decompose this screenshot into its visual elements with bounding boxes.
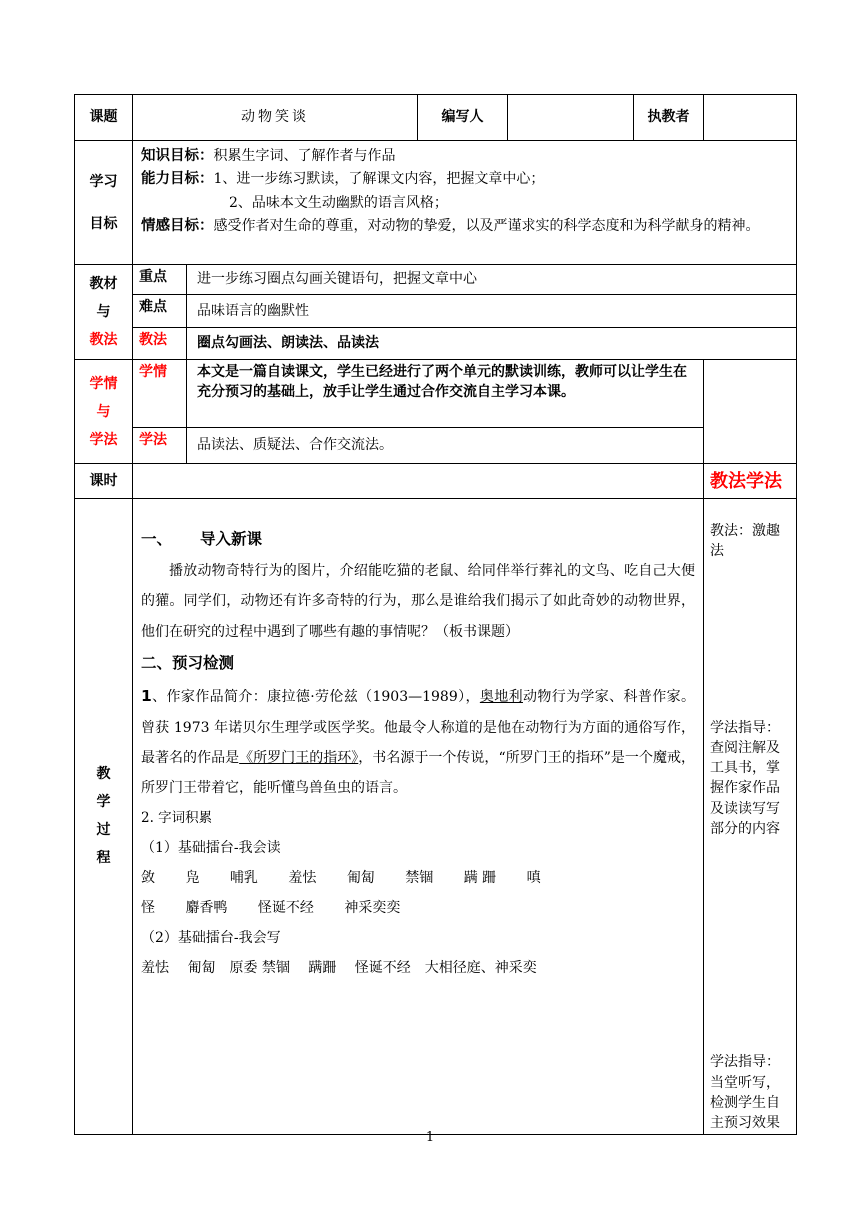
lesson-title: 动物笑谈 <box>133 95 418 141</box>
teacher-label: 执教者 <box>634 95 704 141</box>
learning-method-row <box>75 428 797 464</box>
difficulty-label: 难点 <box>133 295 187 328</box>
key-point-text: 进一步练习圈点勾画关键语句，把握文章中心 <box>187 265 797 295</box>
writing-words-line: 羞怯 匍匐 原委 禁锢 蹒跚 怪诞不经 大相径庭、神采奕 <box>141 959 537 976</box>
read-word: 怪 <box>141 899 155 916</box>
read-word: 凫 <box>185 869 200 886</box>
difficulty-text: 品味语言的幽默性 <box>187 295 797 328</box>
learning-method-label: 学法 <box>133 428 187 464</box>
emotion-objective: 情感目标：感受作者对生命的尊重，对动物的挚爱，以及严谨求实的科学态度和为科学献身的精神。 <box>141 217 760 234</box>
objectives-row <box>75 141 797 265</box>
materials-label-1: 教材 <box>89 276 118 292</box>
knowledge-objective: 知识目标：积累生字词、了解作者与作品 <box>141 148 396 164</box>
objectives-label-1: 学习 <box>89 173 118 190</box>
teaching-method-text: 圈点勾画法、朗读法、品读法 <box>187 328 797 360</box>
section-1-heading: 一、 导入新课 <box>141 530 263 548</box>
methods-column-title: 教法学法 <box>704 464 797 499</box>
situation-label: 学情 <box>133 360 187 428</box>
process-label-1: 教 <box>96 766 111 783</box>
learning-situation-row <box>75 360 797 428</box>
read-word: 匍匐 <box>346 869 375 886</box>
process-label-2: 学 <box>96 794 111 811</box>
learning-label-1: 学情 <box>89 375 118 392</box>
read-word: 蹒 跚 <box>463 869 497 886</box>
side-note-dictation: 学法指导：当堂听写，检测学生自主预习效果 <box>710 1054 780 1132</box>
process-label-4: 程 <box>96 850 111 867</box>
objectives-content <box>133 141 797 265</box>
author-introduction: 1、作家作品简介：康拉德·劳伦兹（1903—1989），奥地利动物行为学家、科普作家。曾获 1973 年诺贝尔生理学或医学奖。他最令人称道的是他在动物行为方面的通俗写作，最著名的作品是《所罗门王的指环》，书名源于一个传说，“所罗门王的指环”是一个魔戒，所罗门王带着它，能听懂鸟兽鱼虫的语言。 <box>141 686 696 797</box>
read-word: 神采奕奕 <box>344 899 401 916</box>
page-number: 1 <box>425 1130 435 1145</box>
period-label: 课时 <box>75 464 133 499</box>
key-point-row <box>75 265 797 295</box>
learning-method-text: 品读法、质疑法、合作交流法。 <box>187 428 704 464</box>
learning-label <box>75 360 133 464</box>
read-word: 嗔 <box>526 869 541 886</box>
reading-words-line-1 <box>141 863 695 893</box>
side-note-preview: 学法指导：查阅注解及工具书，掌握作家作品及读读写写部分的内容 <box>710 719 780 838</box>
methods-side-column <box>704 499 797 1135</box>
section-2-heading: 二、预习检测 <box>141 653 235 672</box>
read-word: 敛 <box>141 869 155 886</box>
read-word: 麝香鸭 <box>185 899 228 916</box>
process-label-3: 过 <box>96 822 111 839</box>
materials-label <box>75 265 133 360</box>
materials-label-3: 教法 <box>89 332 118 348</box>
read-word: 怪诞不经 <box>257 899 314 916</box>
writing-task-heading: （2）基础擂台-我会写 <box>141 929 281 946</box>
objectives-label-2: 目标 <box>89 215 118 232</box>
read-word: 禁锢 <box>405 869 434 886</box>
teaching-method-label: 教法 <box>133 328 187 360</box>
process-content <box>133 499 704 1135</box>
side-note-method: 教法：激趣法 <box>710 523 780 560</box>
reading-words-line-2 <box>141 893 695 923</box>
read-word: 哺乳 <box>229 869 258 886</box>
learning-label-2: 与 <box>96 403 111 420</box>
process-row <box>75 499 797 1135</box>
learning-label-3: 学法 <box>89 431 118 448</box>
lesson-plan-table <box>74 94 797 1135</box>
ability-objective-2: 2、品味本文生动幽默的语言风格； <box>229 194 448 211</box>
objectives-label <box>75 141 133 265</box>
difficulty-row <box>75 295 797 328</box>
process-label <box>75 499 133 1135</box>
section-1-paragraph: 播放动物奇特行为的图片，介绍能吃猫的老鼠、给同伴举行葬礼的文鸟、吃自己大便的獾。同学们，动物还有许多奇特的行为，那么是谁给我们揭示了如此奇妙的动物世界，他们在研究的过程中遇到了哪些有趣的事情呢？（板书课题） <box>141 563 695 640</box>
header-row <box>75 95 797 141</box>
ketie-label: 课题 <box>75 95 133 141</box>
period-row <box>75 464 797 499</box>
editor-label: 编写人 <box>418 95 508 141</box>
editor-value <box>508 95 634 141</box>
teaching-method-row <box>75 328 797 360</box>
ability-objective: 能力目标：1、进一步练习默读，了解课文内容，把握文章中心； <box>141 171 545 188</box>
materials-label-2: 与 <box>96 304 111 320</box>
teacher-value <box>704 95 797 141</box>
period-value <box>133 464 704 499</box>
read-word: 羞怯 <box>288 869 317 886</box>
situation-text: 本文是一篇自读课文，学生已经进行了两个单元的默读训练，教师可以让学生在充分预习的基础上，放手让学生通过合作交流自主学习本课。 <box>187 360 704 428</box>
vocabulary-heading: 2. 字词积累 <box>141 809 213 826</box>
learning-side-cell <box>704 360 797 464</box>
key-point-label: 重点 <box>133 265 187 295</box>
reading-task-heading: （1）基础擂台-我会读 <box>141 839 281 856</box>
